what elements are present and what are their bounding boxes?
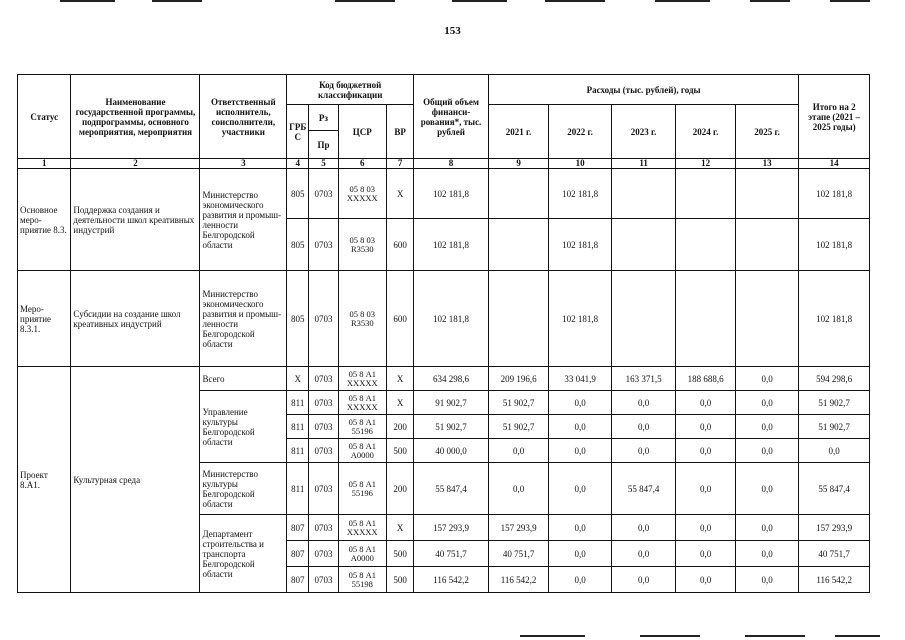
y2024-cell xyxy=(676,271,735,367)
rzpr-cell: 0703 xyxy=(309,439,338,463)
index-cell: 10 xyxy=(549,159,612,169)
y2022-cell: 102 181,8 xyxy=(549,219,612,271)
total-cell: 116 542,2 xyxy=(414,567,489,593)
vr-cell: X xyxy=(386,169,413,219)
index-cell: 13 xyxy=(735,159,799,169)
vr-cell: X xyxy=(386,515,413,541)
y2021-cell: 0,0 xyxy=(488,463,548,515)
y2023-cell: 0,0 xyxy=(611,567,676,593)
y2025-cell: 0,0 xyxy=(735,415,799,439)
y2024-cell: 0,0 xyxy=(676,515,735,541)
vr-cell: X xyxy=(386,391,413,415)
y2023-cell: 0,0 xyxy=(611,391,676,415)
status-cell: Меро- приятие 8.3.1. xyxy=(18,271,71,367)
index-cell: 9 xyxy=(488,159,548,169)
table-row xyxy=(18,367,870,391)
top-edge-line xyxy=(452,0,507,2)
y2022-cell: 102 181,8 xyxy=(549,169,612,219)
index-cell: 7 xyxy=(386,159,413,169)
col-2024: 2024 г. xyxy=(676,105,735,159)
col-itogo: Итого на 2 этапе (2021 – 2025 годы) xyxy=(799,75,870,159)
budget-table xyxy=(17,74,870,593)
index-cell: 4 xyxy=(287,159,309,169)
rzpr-cell: 0703 xyxy=(309,367,338,391)
top-edge-line xyxy=(750,0,790,2)
csr-cell: 05 8 03 XXXXX xyxy=(338,169,386,219)
total-cell: 157 293,9 xyxy=(414,515,489,541)
y2023-cell: 0,0 xyxy=(611,515,676,541)
y2025-cell: 0,0 xyxy=(735,541,799,567)
index-cell: 2 xyxy=(71,159,200,169)
y2021-cell: 157 293,9 xyxy=(488,515,548,541)
bottom-edge-line xyxy=(745,635,805,637)
vr-cell: 200 xyxy=(386,463,413,515)
itogo-cell: 102 181,8 xyxy=(799,219,870,271)
table-row xyxy=(18,271,870,367)
resp-cell: Министерство экономического развития и промыш- ленности Белгородской области xyxy=(200,169,287,271)
rzpr-cell: 0703 xyxy=(309,541,338,567)
col-expenses: Расходы (тыс. рублей), годы xyxy=(488,75,799,105)
y2025-cell xyxy=(735,169,799,219)
grbs-cell: 807 xyxy=(287,515,309,541)
col-csr: ЦСР xyxy=(338,105,386,159)
page-number: 153 xyxy=(444,25,461,37)
y2024-cell: 0,0 xyxy=(676,463,735,515)
itogo-cell: 55 847,4 xyxy=(799,463,870,515)
csr-cell: 05 8 А1 55196 xyxy=(338,415,386,439)
itogo-cell: 594 298,6 xyxy=(799,367,870,391)
resp-cell: Министерство экономического развития и промыш- ленности Белгородской области xyxy=(200,271,287,367)
rzpr-cell: 0703 xyxy=(309,567,338,593)
name-cell: Культурная среда xyxy=(71,367,200,593)
y2025-cell xyxy=(735,271,799,367)
csr-cell: 05 8 А1 А0000 xyxy=(338,541,386,567)
top-edge-line xyxy=(335,0,395,2)
y2022-cell: 0,0 xyxy=(549,463,612,515)
itogo-cell: 51 902,7 xyxy=(799,415,870,439)
col-2022: 2022 г. xyxy=(549,105,612,159)
y2024-cell: 0,0 xyxy=(676,567,735,593)
y2023-cell xyxy=(611,219,676,271)
y2021-cell: 51 902,7 xyxy=(488,415,548,439)
y2025-cell: 0,0 xyxy=(735,463,799,515)
col-resp: Ответственный исполнитель, соисполнители, участники xyxy=(200,75,287,159)
header-row xyxy=(18,75,870,105)
rzpr-cell: 0703 xyxy=(309,415,338,439)
grbs-cell: 811 xyxy=(287,463,309,515)
name-cell: Поддержка создания и деятельности школ креативных индустрий xyxy=(71,169,200,271)
y2022-cell: 0,0 xyxy=(549,515,612,541)
bottom-edge-line xyxy=(835,635,880,637)
col-rz: Рз xyxy=(309,105,338,131)
y2022-cell: 0,0 xyxy=(549,439,612,463)
col-2023: 2023 г. xyxy=(611,105,676,159)
y2023-cell xyxy=(611,271,676,367)
total-cell: 40 000,0 xyxy=(414,439,489,463)
csr-cell: 05 8 А1 XXXXX xyxy=(338,367,386,391)
grbs-cell: 805 xyxy=(287,169,309,219)
vr-cell: 200 xyxy=(386,415,413,439)
csr-cell: 05 8 А1 А0000 xyxy=(338,439,386,463)
total-cell: 102 181,8 xyxy=(414,271,489,367)
top-edge-line xyxy=(830,0,870,2)
index-cell: 3 xyxy=(200,159,287,169)
bottom-edge-line xyxy=(640,635,700,637)
vr-cell: 500 xyxy=(386,541,413,567)
vr-cell: 600 xyxy=(386,271,413,367)
csr-cell: 05 8 А1 XXXXX xyxy=(338,515,386,541)
grbs-cell: 811 xyxy=(287,439,309,463)
resp-cell: Министерство культуры Белгородской области xyxy=(200,463,287,515)
y2024-cell: 188 688,6 xyxy=(676,367,735,391)
top-edge-line xyxy=(545,0,605,2)
grbs-cell: 811 xyxy=(287,391,309,415)
y2021-cell xyxy=(488,169,548,219)
grbs-cell: 805 xyxy=(287,271,309,367)
itogo-cell: 102 181,8 xyxy=(799,271,870,367)
bottom-edge-line xyxy=(520,635,585,637)
table-row xyxy=(18,169,870,219)
top-edge-line xyxy=(60,0,115,2)
csr-cell: 05 8 А1 55196 xyxy=(338,463,386,515)
grbs-cell: 811 xyxy=(287,415,309,439)
vr-cell: X xyxy=(386,367,413,391)
y2023-cell: 0,0 xyxy=(611,439,676,463)
rzpr-cell: 0703 xyxy=(309,515,338,541)
y2024-cell: 0,0 xyxy=(676,415,735,439)
index-cell: 8 xyxy=(414,159,489,169)
col-grbs: ГРБ С xyxy=(287,105,309,159)
csr-cell: 05 8 03 R3530 xyxy=(338,271,386,367)
y2023-cell: 163 371,5 xyxy=(611,367,676,391)
y2023-cell: 0,0 xyxy=(611,541,676,567)
index-cell: 12 xyxy=(676,159,735,169)
index-cell: 5 xyxy=(309,159,338,169)
rzpr-cell: 0703 xyxy=(309,271,338,367)
col-2021: 2021 г. xyxy=(488,105,548,159)
col-pr: Пр xyxy=(309,131,338,159)
index-row xyxy=(18,159,870,169)
y2023-cell xyxy=(611,169,676,219)
y2025-cell: 0,0 xyxy=(735,367,799,391)
y2022-cell: 33 041,9 xyxy=(549,367,612,391)
y2022-cell: 0,0 xyxy=(549,391,612,415)
total-cell: 40 751,7 xyxy=(414,541,489,567)
total-cell: 102 181,8 xyxy=(414,169,489,219)
total-cell: 55 847,4 xyxy=(414,463,489,515)
top-edge-line xyxy=(655,0,710,2)
col-status: Статус xyxy=(18,75,71,159)
rzpr-cell: 0703 xyxy=(309,463,338,515)
y2021-cell: 51 902,7 xyxy=(488,391,548,415)
csr-cell: 05 8 А1 XXXXX xyxy=(338,391,386,415)
grbs-cell: 807 xyxy=(287,541,309,567)
total-cell: 91 902,7 xyxy=(414,391,489,415)
y2024-cell: 0,0 xyxy=(676,439,735,463)
y2021-cell xyxy=(488,219,548,271)
y2023-cell: 0,0 xyxy=(611,415,676,439)
name-cell: Субсидии на создание школ креативных индустрий xyxy=(71,271,200,367)
y2023-cell: 55 847,4 xyxy=(611,463,676,515)
index-cell: 14 xyxy=(799,159,870,169)
col-vr: ВР xyxy=(386,105,413,159)
status-cell: Основное меро- приятие 8.3. xyxy=(18,169,71,271)
y2022-cell: 102 181,8 xyxy=(549,271,612,367)
grbs-cell: 805 xyxy=(287,219,309,271)
itogo-cell: 51 902,7 xyxy=(799,391,870,415)
rzpr-cell: 0703 xyxy=(309,169,338,219)
itogo-cell: 102 181,8 xyxy=(799,169,870,219)
itogo-cell: 157 293,9 xyxy=(799,515,870,541)
y2025-cell: 0,0 xyxy=(735,515,799,541)
csr-cell: 05 8 03 R3530 xyxy=(338,219,386,271)
y2021-cell: 116 542,2 xyxy=(488,567,548,593)
y2022-cell: 0,0 xyxy=(549,415,612,439)
y2021-cell xyxy=(488,271,548,367)
total-cell: 51 902,7 xyxy=(414,415,489,439)
y2022-cell: 0,0 xyxy=(549,541,612,567)
y2025-cell xyxy=(735,219,799,271)
col-budget-code: Код бюджетной классификации xyxy=(287,75,414,105)
vr-cell: 500 xyxy=(386,567,413,593)
index-cell: 6 xyxy=(338,159,386,169)
vr-cell: 500 xyxy=(386,439,413,463)
y2025-cell: 0,0 xyxy=(735,391,799,415)
itogo-cell: 40 751,7 xyxy=(799,541,870,567)
grbs-cell: X xyxy=(287,367,309,391)
rzpr-cell: 0703 xyxy=(309,391,338,415)
itogo-cell: 116 542,2 xyxy=(799,567,870,593)
y2022-cell: 0,0 xyxy=(549,567,612,593)
y2021-cell: 209 196,6 xyxy=(488,367,548,391)
total-cell: 634 298,6 xyxy=(414,367,489,391)
y2024-cell: 0,0 xyxy=(676,541,735,567)
top-edge-line xyxy=(152,0,202,2)
col-2025: 2025 г. xyxy=(735,105,799,159)
y2021-cell: 0,0 xyxy=(488,439,548,463)
y2024-cell xyxy=(676,219,735,271)
vr-cell: 600 xyxy=(386,219,413,271)
y2024-cell xyxy=(676,169,735,219)
index-cell: 1 xyxy=(18,159,71,169)
rzpr-cell: 0703 xyxy=(309,219,338,271)
y2024-cell: 0,0 xyxy=(676,391,735,415)
col-total: Общий объем финанси- рования*, тыс. рублей xyxy=(414,75,489,159)
y2025-cell: 0,0 xyxy=(735,439,799,463)
total-cell: 102 181,8 xyxy=(414,219,489,271)
resp-cell: Всего xyxy=(200,367,287,391)
resp-cell: Управление культуры Белгородской области xyxy=(200,391,287,463)
col-name: Наименование государственной программы, подпрограммы, основного мероприятия, мероприятия xyxy=(71,75,200,159)
index-cell: 11 xyxy=(611,159,676,169)
grbs-cell: 807 xyxy=(287,567,309,593)
csr-cell: 05 8 А1 55198 xyxy=(338,567,386,593)
y2021-cell: 40 751,7 xyxy=(488,541,548,567)
status-cell: Проект 8.А1. xyxy=(18,367,71,593)
y2025-cell: 0,0 xyxy=(735,567,799,593)
itogo-cell: 0,0 xyxy=(799,439,870,463)
resp-cell: Департамент строительства и транспорта Белгородской области xyxy=(200,515,287,593)
